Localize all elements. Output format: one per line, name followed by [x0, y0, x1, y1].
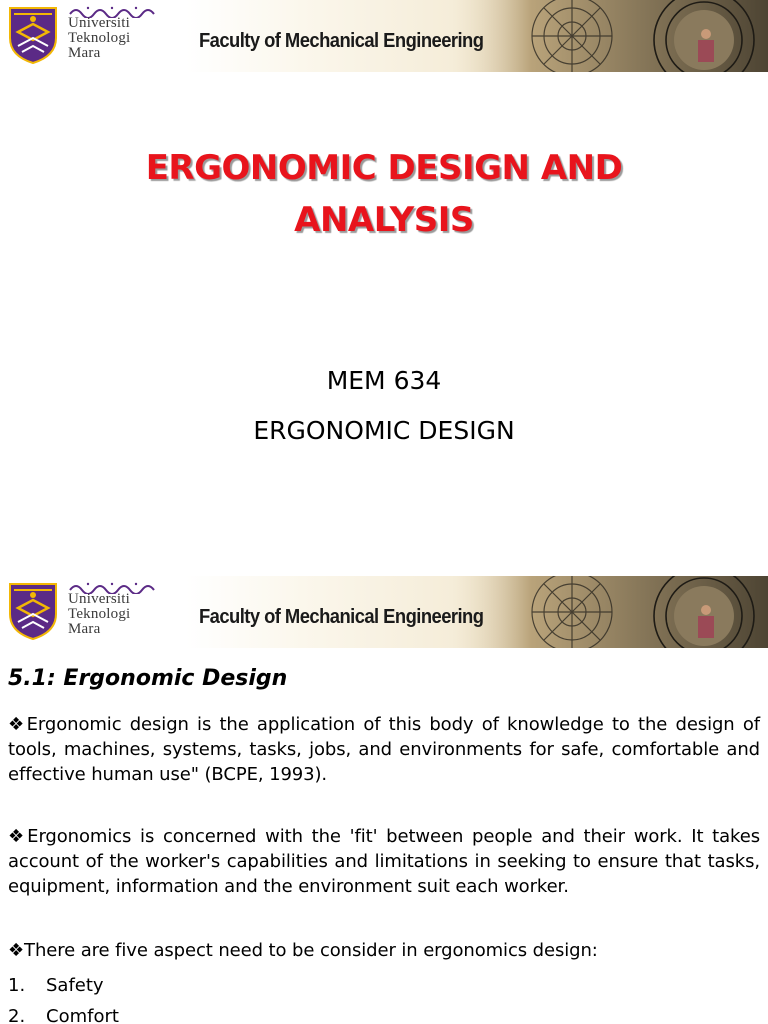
- paragraph-text: There are five aspect need to be consider in ergonomics design:: [24, 940, 598, 961]
- list-label: Comfort: [46, 1006, 119, 1024]
- header-banner: [0, 0, 768, 72]
- paragraph-text: Ergonomics is concerned with the 'fit' between people and their work. It takes account of the worker's capabilities and limitations in seeking to ensure that tasks, equipment, information and the environment suit each worker.: [8, 826, 760, 897]
- title-line-2: ANALYSIS: [294, 200, 474, 240]
- list-label: Safety: [46, 975, 104, 996]
- list-item: [8, 1001, 119, 1024]
- university-line-2: Teknologi: [68, 606, 131, 622]
- diamond-bullet-icon: ❖: [8, 714, 27, 735]
- faculty-name: Faculty of Mechanical Engineering: [199, 606, 484, 628]
- aspect-list: [8, 970, 119, 1024]
- list-item: [8, 970, 119, 1001]
- course-subtitle: ERGONOMIC DESIGN: [253, 416, 515, 445]
- university-name: [68, 592, 130, 637]
- uitm-logo: [8, 6, 58, 64]
- paragraph-fit: [8, 824, 760, 899]
- university-line-3: Mara: [68, 45, 101, 61]
- diamond-bullet-icon: ❖: [8, 826, 28, 847]
- university-line-3: Mara: [68, 621, 101, 637]
- paragraph-definition: [8, 712, 760, 787]
- title-line-1: ERGONOMIC DESIGN AND: [145, 148, 623, 188]
- section-heading: 5.1: Ergonomic Design: [8, 666, 288, 691]
- uitm-logo: [8, 582, 58, 640]
- university-line-2: Teknologi: [68, 30, 131, 46]
- paragraph-text: Ergonomic design is the application of this body of knowledge to the design of tools, machines, systems, tasks, jobs, and environments for safe, comfortable and effective human use" (BCPE, 1993).: [8, 714, 760, 785]
- paragraph-aspects: [8, 938, 760, 963]
- list-number: 2.: [8, 1006, 26, 1024]
- header-banner: [0, 576, 768, 648]
- university-line-1: Universiti: [68, 591, 130, 607]
- course-code: MEM 634: [326, 366, 442, 395]
- slide-content: [0, 576, 768, 1024]
- university-name: [68, 16, 130, 61]
- engineering-photo: [452, 576, 768, 648]
- list-number: 1.: [8, 975, 26, 996]
- faculty-name: Faculty of Mechanical Engineering: [199, 30, 484, 52]
- engineering-photo: [452, 0, 768, 72]
- university-line-1: Universiti: [68, 15, 130, 31]
- slide-main-title: [0, 142, 768, 246]
- diamond-bullet-icon: ❖: [8, 940, 25, 961]
